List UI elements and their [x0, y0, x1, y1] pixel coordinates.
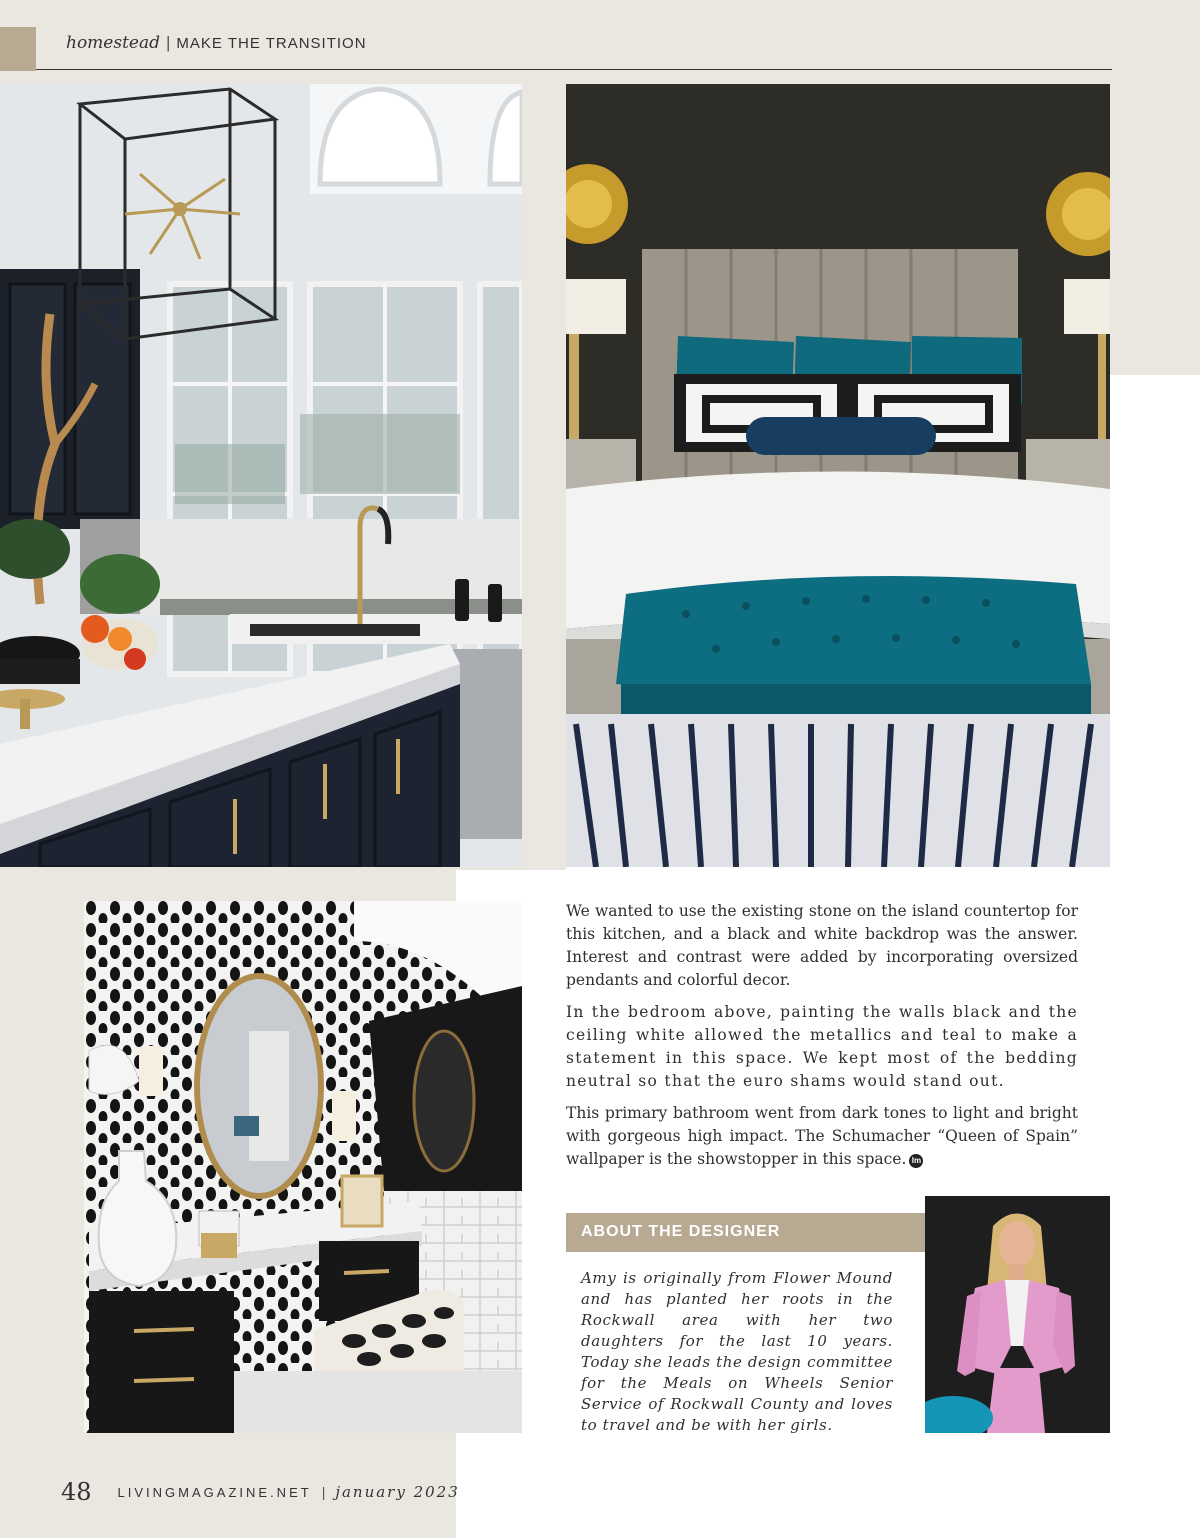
article-paragraph-bathroom-text: This primary bathroom went from dark tones to light and bright with gorgeous high impact. The Schumacher “Queen of Spain” wallpaper is the showstopper in this space.	[566, 1104, 1078, 1168]
article-paragraph-kitchen: We wanted to use the existing stone on the island countertop for this kitchen, and a black and white backdrop was the answer. Interest and contrast were added by incorporating oversized pendants and colorful decor.	[566, 902, 1078, 989]
header-separator: |	[166, 33, 171, 52]
page-number: 48	[61, 1478, 92, 1506]
bedroom-photo	[566, 84, 1110, 867]
about-designer-title: ABOUT THE DESIGNER	[581, 1223, 781, 1240]
bathroom-photo	[84, 901, 522, 1433]
designer-portrait	[925, 1196, 1110, 1433]
page-footer	[61, 1478, 460, 1506]
article-paragraph-bedroom: In the bedroom above, painting the walls black and the ceiling white allowed the metallics and teal to make a statement in this space. We kept most of the bedding neutral so that the euro shams would stand out.	[566, 1003, 1078, 1090]
article-body	[566, 900, 1078, 1180]
header-rule	[36, 69, 1112, 70]
kitchen-photo-illustration	[0, 84, 522, 867]
about-designer-banner	[566, 1213, 925, 1252]
article-paragraph-bathroom	[566, 1102, 1078, 1171]
bathroom-photo-illustration	[84, 901, 522, 1433]
footer-issue-date: january 2023	[335, 1483, 460, 1501]
about-designer-bio: Amy is originally from Flower Mound and has planted her roots in the Rockwall area with her two daughters for the last 10 years. Today she leads the design committee for the Meals on Wheels Senior Service of Rockwall County and loves to travel and be with her girls.	[581, 1269, 893, 1434]
footer-separator: |	[321, 1484, 326, 1500]
bedroom-photo-illustration	[566, 84, 1110, 867]
header-section: homestead	[66, 33, 160, 53]
running-header	[66, 33, 367, 57]
kitchen-photo	[0, 84, 522, 867]
header-accent-tab	[0, 27, 36, 71]
end-mark-icon: lm	[909, 1154, 923, 1168]
footer-site: LIVINGMAGAZINE.NET	[117, 1484, 312, 1500]
designer-portrait-illustration	[925, 1196, 1110, 1433]
header-topic: MAKE THE TRANSITION	[176, 35, 367, 52]
